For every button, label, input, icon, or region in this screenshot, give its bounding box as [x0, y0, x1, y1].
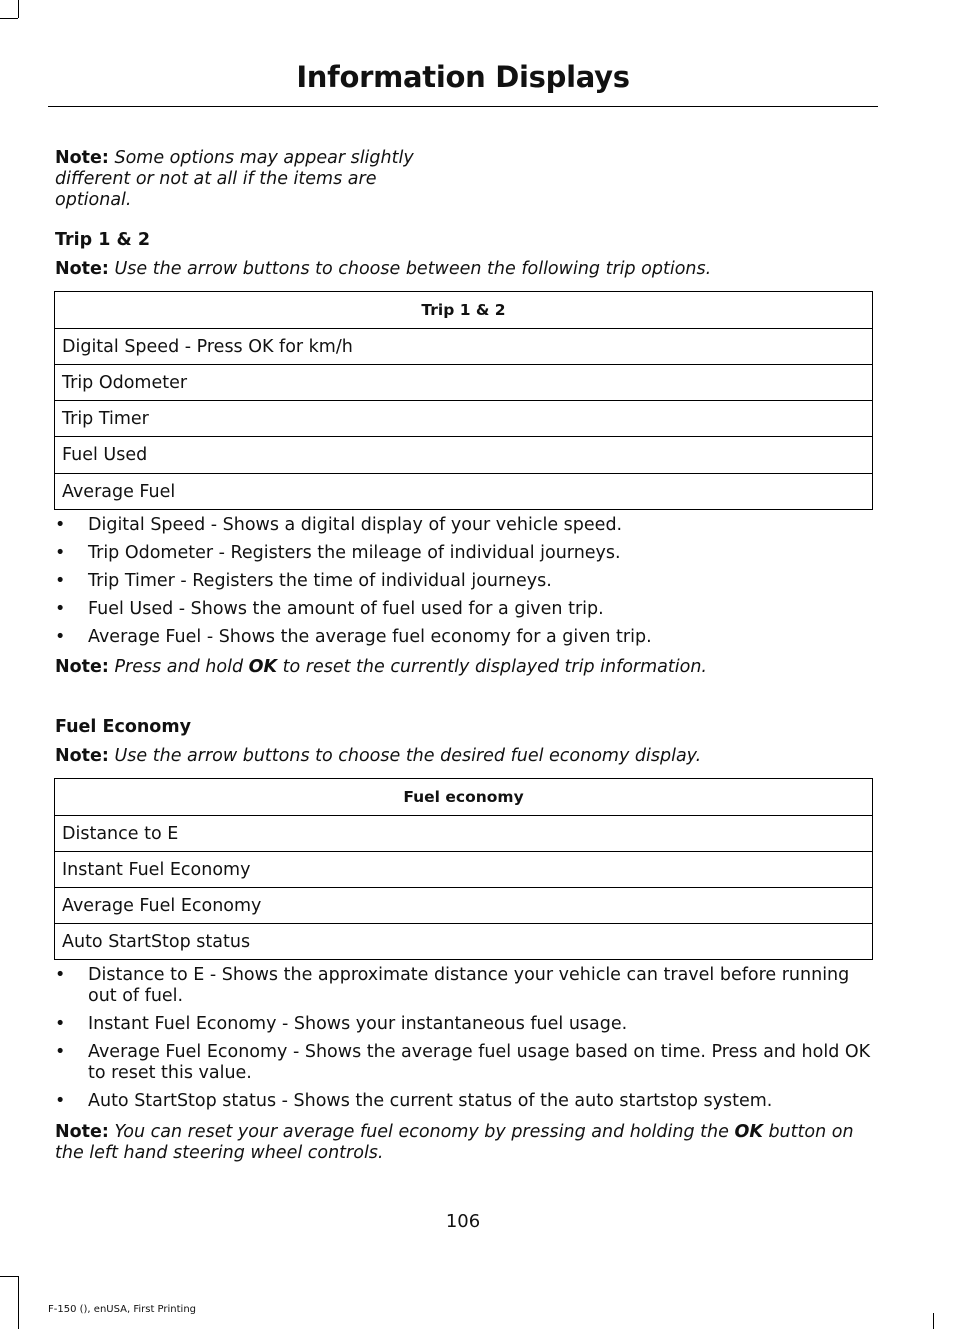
- intro-note-line-3: optional.: [55, 190, 132, 210]
- list-item: • Distance to E - Shows the approximate distance your vehicle can travel before running out of fuel.: [55, 965, 850, 1006]
- crop-mark: [933, 1313, 934, 1329]
- ok-key: OK: [734, 1122, 763, 1142]
- table-row: Instant Fuel Economy: [55, 852, 873, 888]
- crop-mark: [18, 1276, 19, 1329]
- header-rule: [48, 106, 878, 107]
- table-row: Fuel Used: [55, 437, 873, 474]
- trip-note: [55, 259, 711, 280]
- trip-table: [54, 291, 873, 510]
- fuel-table-header: Fuel economy: [55, 779, 873, 816]
- crop-mark: [0, 1276, 18, 1277]
- bullet-text: Auto StartStop status - Shows the current status of the auto startstop system.: [88, 1091, 773, 1111]
- table-row: Average Fuel: [55, 474, 873, 510]
- ok-key: OK: [248, 657, 278, 677]
- intro-note: [55, 148, 414, 211]
- fuel-heading: Fuel Economy: [55, 717, 191, 737]
- page-title: Information Displays: [296, 60, 630, 94]
- intro-note-line-1: Some options may appear slightly: [114, 148, 414, 168]
- table-row: Trip Odometer: [55, 365, 873, 401]
- list-item: • Digital Speed - Shows a digital display of your vehicle speed.: [55, 515, 623, 535]
- table-row: Auto StartStop status: [55, 924, 873, 960]
- list-item: • Trip Timer - Registers the time of individual journeys.: [55, 571, 552, 591]
- fuel-reset-note: [55, 1122, 875, 1164]
- list-item: • Average Fuel Economy - Shows the average fuel usage based on time. Press and hold OK to reset this value.: [55, 1042, 871, 1083]
- list-item: • Average Fuel - Shows the average fuel economy for a given trip.: [55, 627, 652, 647]
- footer-text: F-150 (), enUSA, First Printing: [48, 1304, 197, 1315]
- note-text: to reset the currently displayed trip information.: [282, 657, 707, 677]
- note-text: button on the left hand steering wheel controls.: [55, 1122, 854, 1163]
- table-row: Average Fuel Economy: [55, 888, 873, 924]
- note-label: Note:: [55, 657, 109, 677]
- bullet-text: Instant Fuel Economy - Shows your instantaneous fuel usage.: [88, 1014, 628, 1034]
- list-item: • Fuel Used - Shows the amount of fuel used for a given trip.: [55, 599, 604, 619]
- note-text: Press and hold: [114, 657, 244, 677]
- bullet-text: Average Fuel - Shows the average fuel economy for a given trip.: [88, 627, 652, 647]
- trip-note-text: Use the arrow buttons to choose between the following trip options.: [114, 259, 712, 279]
- intro-note-line-2: different or not at all if the items are: [55, 169, 377, 189]
- note-label: Note:: [55, 1122, 109, 1142]
- bullet-text: Trip Odometer - Registers the mileage of individual journeys.: [88, 543, 621, 563]
- list-item: • Instant Fuel Economy - Shows your instantaneous fuel usage.: [55, 1014, 628, 1034]
- bullet-text: Trip Timer - Registers the time of individual journeys.: [88, 571, 552, 591]
- table-row: Digital Speed - Press OK for km/h: [55, 329, 873, 365]
- list-item: • Trip Odometer - Registers the mileage of individual journeys.: [55, 543, 621, 563]
- table-row: Distance to E: [55, 816, 873, 852]
- trip-reset-note: [55, 657, 707, 678]
- bullet-text: Fuel Used - Shows the amount of fuel used for a given trip.: [88, 599, 604, 619]
- crop-mark: [18, 0, 19, 18]
- fuel-note-text: Use the arrow buttons to choose the desired fuel economy display.: [114, 746, 702, 766]
- note-label: Note:: [55, 746, 109, 766]
- page-number: 106: [445, 1211, 481, 1232]
- list-item: • Auto StartStop status - Shows the current status of the auto startstop system.: [55, 1091, 773, 1111]
- bullet-text: Distance to E - Shows the approximate distance your vehicle can travel before running out of fuel.: [88, 965, 850, 1006]
- note-label: Note:: [55, 148, 109, 168]
- note-label: Note:: [55, 259, 109, 279]
- fuel-table: [54, 778, 873, 960]
- bullet-text: Digital Speed - Shows a digital display of your vehicle speed.: [88, 515, 623, 535]
- table-row: Trip Timer: [55, 401, 873, 437]
- fuel-note: [55, 746, 701, 767]
- crop-mark: [0, 18, 18, 19]
- note-text: You can reset your average fuel economy by pressing and holding the: [114, 1122, 729, 1142]
- trip-heading: Trip 1 & 2: [55, 230, 151, 250]
- trip-bullet-list: [55, 515, 875, 655]
- fuel-bullet-list: [55, 965, 875, 1119]
- bullet-text: Average Fuel Economy - Shows the average fuel usage based on time. Press and hold OK to reset this value.: [88, 1042, 871, 1083]
- trip-table-header: Trip 1 & 2: [55, 292, 873, 329]
